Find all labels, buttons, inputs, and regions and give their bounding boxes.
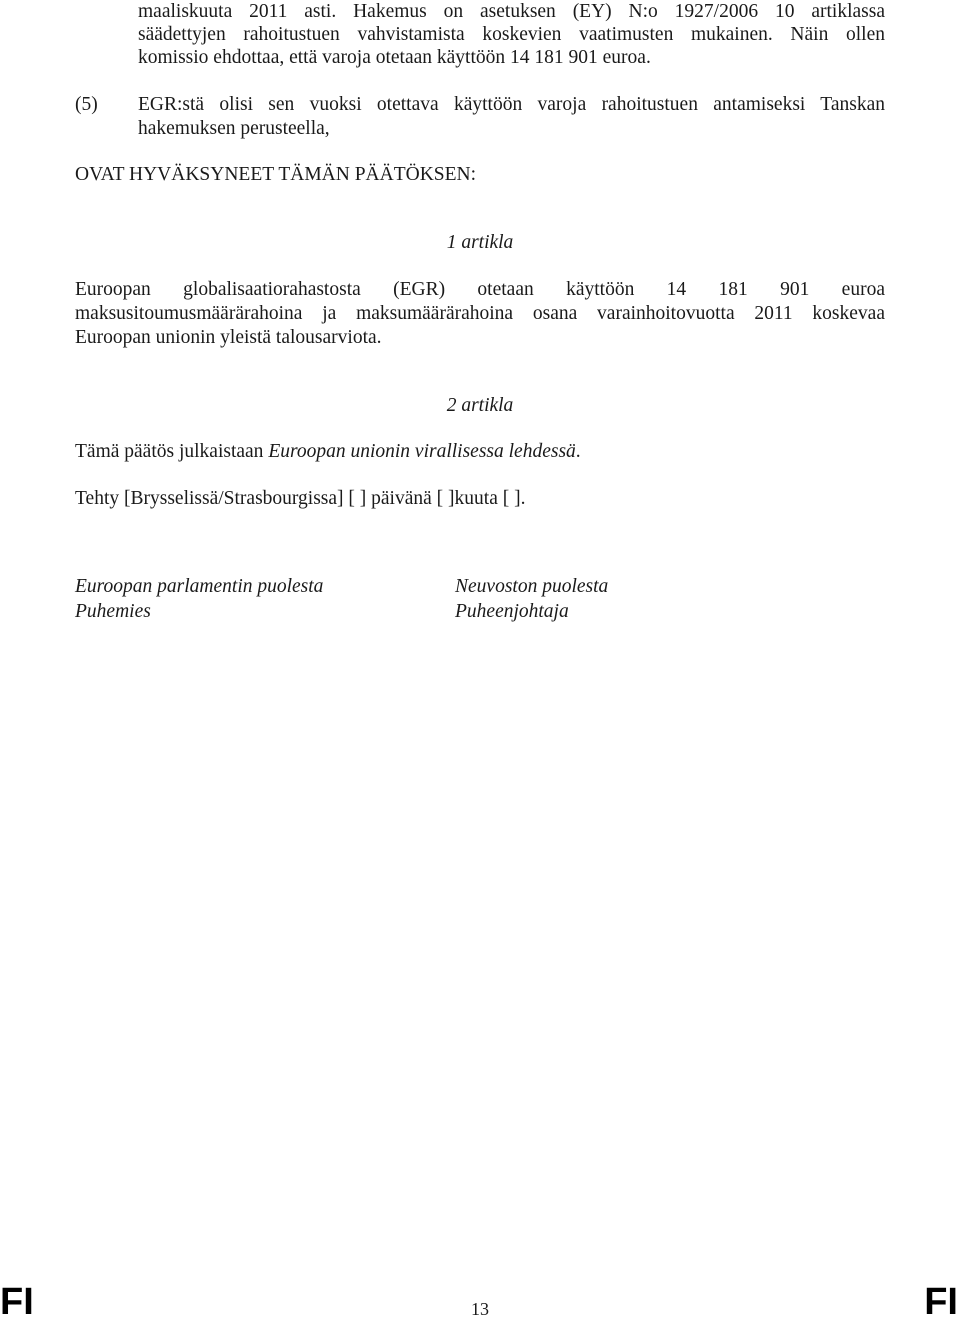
footer-lang-left: FI xyxy=(0,1281,34,1323)
article-1-heading: 1 artikla xyxy=(446,232,514,253)
page-number: 13 xyxy=(471,1299,489,1319)
article-2-text xyxy=(75,440,581,464)
article-2-text-end: . xyxy=(575,441,581,462)
recital-4-line-2: säädettyjen rahoitustuen vahvistamista koskevien vaatimusten mukainen. Näin ollen xyxy=(138,24,885,45)
recital-4-line-1: maaliskuuta 2011 asti. Hakemus on asetuksen (EY) N:o 1927/2006 10 artiklassa xyxy=(138,1,885,22)
signature-right-line-2: Puheenjohtaja xyxy=(455,601,569,622)
article-1-line-1: Euroopan globalisaatiorahastosta (EGR) otetaan käyttöön 14 181 901 euroa xyxy=(75,279,885,300)
article-1-line-3: Euroopan unionin yleistä talousarviota. xyxy=(75,327,382,348)
recital-4-line-3: komissio ehdottaa, että varoja otetaan käyttöön 14 181 901 euroa. xyxy=(138,47,651,68)
article-2-journal-name: Euroopan unionin virallisessa lehdessä xyxy=(268,441,576,462)
recital-5-line-1: EGR:stä olisi sen vuoksi otettava käyttöön varoja rahoitustuen antamiseksi Tanskan xyxy=(138,94,885,115)
recital-5-line-2: hakemuksen perusteella, xyxy=(138,118,330,139)
done-at: Tehty [Brysselissä/Strasbourgissa] [ ] päivänä [ ]kuuta [ ]. xyxy=(75,488,526,509)
signature-right-line-1: Neuvoston puolesta xyxy=(455,576,609,597)
article-2-text-plain: Tämä päätös julkaistaan xyxy=(75,441,269,462)
signature-left-line-1: Euroopan parlamentin puolesta xyxy=(75,576,324,597)
adoption-formula: OVAT HYVÄKSYNEET TÄMÄN PÄÄTÖKSEN: xyxy=(75,164,477,185)
article-1-line-2: maksusitoumusmäärärahoina ja maksumäärärahoina osana varainhoitovuotta 2011 koskevaa xyxy=(75,303,885,324)
footer-lang-right: FI xyxy=(924,1281,958,1323)
recital-5-number: (5) xyxy=(75,94,98,115)
signature-left-line-2: Puhemies xyxy=(75,601,151,622)
article-2-heading: 2 artikla xyxy=(446,395,514,416)
